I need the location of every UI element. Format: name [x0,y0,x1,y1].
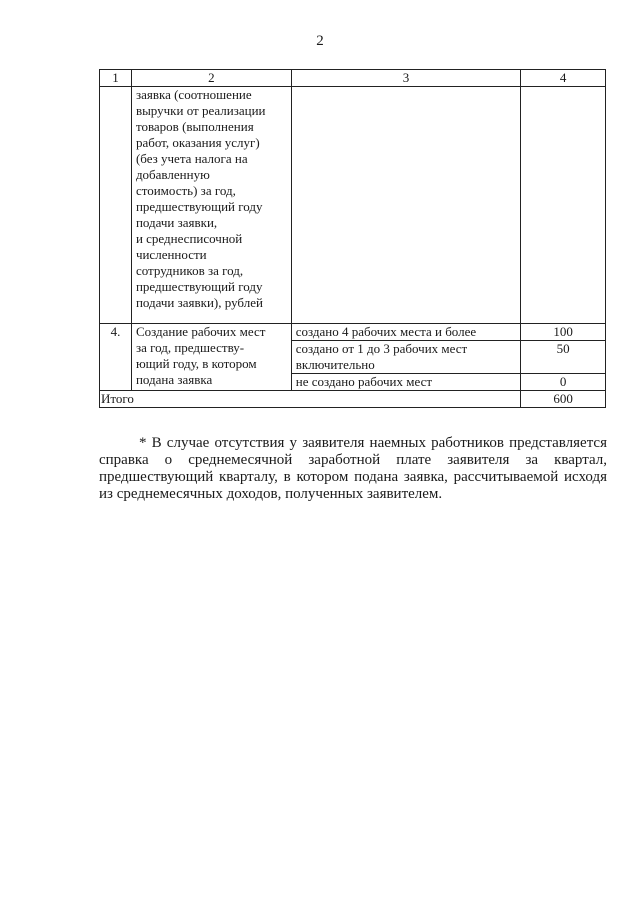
header-cell-3: 3 [291,70,520,87]
page-number: 2 [316,33,324,49]
option-points: 0 [521,374,606,391]
header-cell-1: 1 [100,70,132,87]
total-value: 600 [521,391,606,408]
option-points: 50 [521,341,606,374]
table-header-row [100,70,606,87]
option-label: не создано рабочих мест [291,374,520,391]
cell-empty [100,87,132,324]
option-points: 100 [521,324,606,341]
table-row-4-option-1 [100,324,606,341]
cell-empty [291,87,520,324]
criterion-name: Создание рабочих мест за год, предшеству- ющий году, в котором подана заявка [131,324,291,391]
header-cell-2: 2 [131,70,291,87]
option-label: создано от 1 до 3 рабочих мест включительно [291,341,520,374]
table-total-row [100,391,606,408]
row-number: 4. [100,324,132,391]
table-row-continuation [100,87,606,324]
total-label: Итого [100,391,521,408]
option-label: создано 4 рабочих места и более [291,324,520,341]
header-cell-4: 4 [521,70,606,87]
footnote [99,435,607,503]
cell-empty [521,87,606,324]
footnote-text: * В случае отсутствия у заявителя наемных работников представляется справка о среднемесячной заработной плате заявителя за квартал, предшествующий кварталу, в котором подана заявка, рассчитываемой исходя из среднемесячных доходов, полученных заявителем. [99,435,607,502]
criterion-continuation-text: заявка (соотношение выручки от реализации товаров (выполнения работ, оказания услуг) (без учета налога на добавленную стоимость) за год, предшествующий году подачи заявки, и среднесписочной численности сотрудников за год, предшествующий году подачи заявки), рублей [131,87,291,324]
criteria-table [99,69,606,408]
